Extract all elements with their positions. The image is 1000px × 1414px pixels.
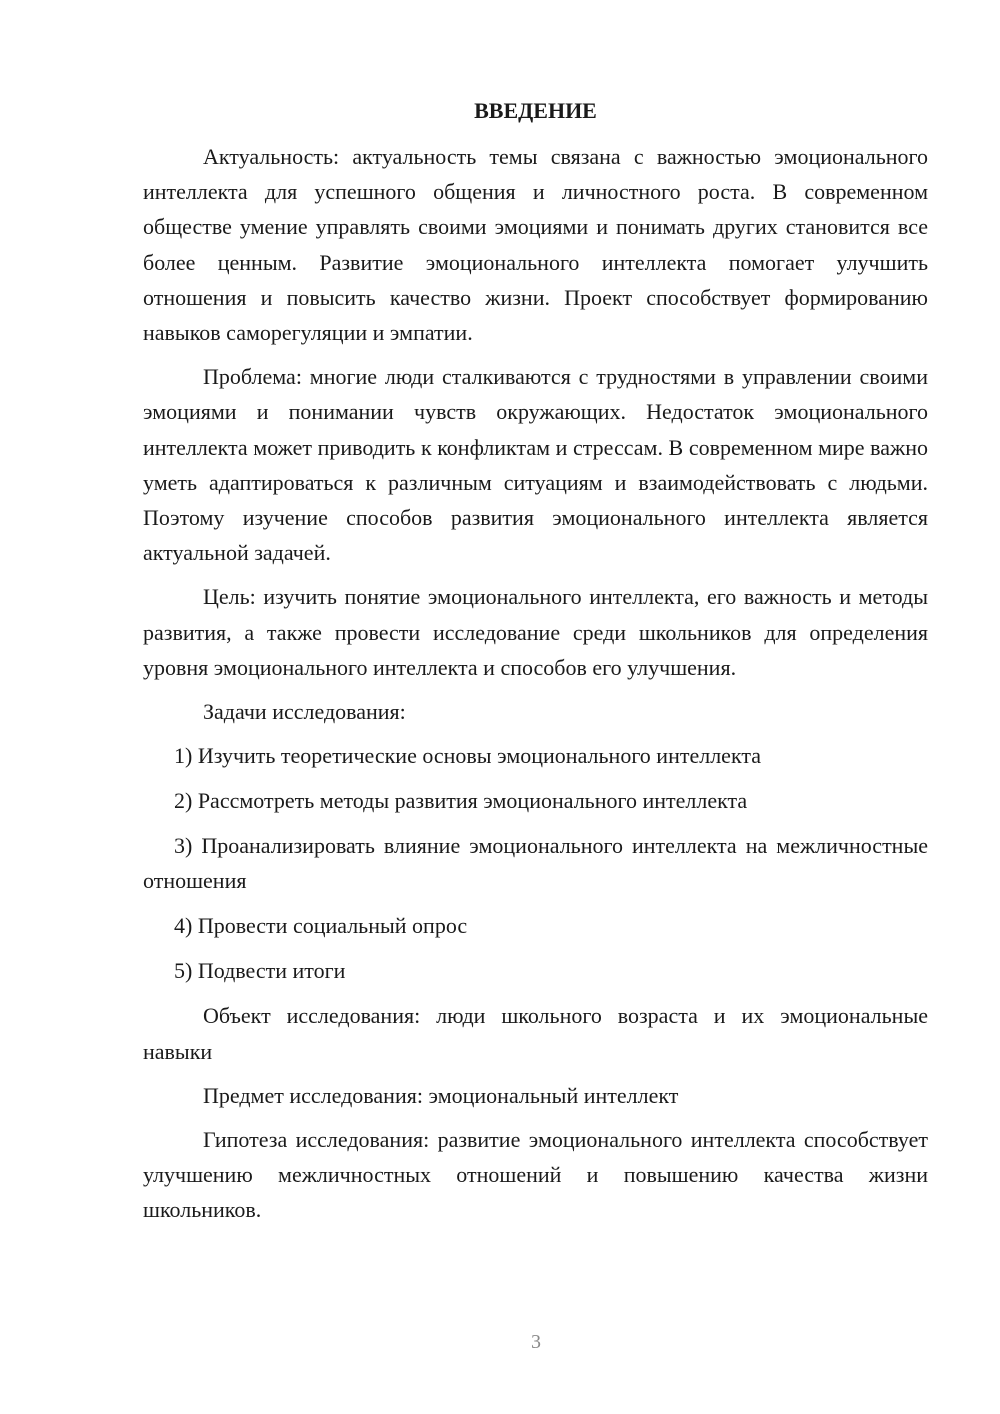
problem-paragraph: Проблема: многие люди сталкиваются с трудностями в управлении своими эмоциями и понимании чувств окружающих. Недостаток эмоционального интеллекта может приводить к конфликтам и стрессам. В современном мире важно уметь адаптироваться к различным ситуациям и взаимодействовать с людьми. Поэтому изучение способов развития эмоционального интеллекта является актуальной задачей. — [143, 364, 928, 566]
research-object-paragraph: Объект исследования: люди школьного возраста и их эмоциональные навыки — [143, 1003, 928, 1064]
page-title: ВВЕДЕНИЕ — [474, 98, 597, 123]
task-item-3: 3) Проанализировать влияние эмоционального интеллекта на межличностные отношения — [143, 833, 928, 894]
actuality-paragraph: Актуальность: актуальность темы связана с важностью эмоционального интеллекта для успешного общения и личностного роста. В современном обществе умение управлять своими эмоциями и понимать других становится все более ценным. Развитие эмоционального интеллекта помогает улучшить отношения и повысить качество жизни. Проект способствует формированию навыков саморегуляции и эмпатии. — [143, 144, 928, 346]
task-item-2: 2) Рассмотреть методы развития эмоционального интеллекта — [174, 788, 748, 814]
page-content — [143, 95, 928, 1237]
task-item-1: 1) Изучить теоретические основы эмоционального интеллекта — [174, 743, 761, 769]
page-number: 3 — [531, 1331, 541, 1353]
research-subject-paragraph: Предмет исследования: эмоциональный интеллект — [203, 1082, 679, 1108]
task-item-4: 4) Провести социальный опрос — [174, 913, 468, 939]
tasks-heading: Задачи исследования: — [203, 699, 406, 725]
goal-paragraph: Цель: изучить понятие эмоционального интеллекта, его важность и методы развития, а также провести исследование среди школьников для определения уровня эмоционального интеллекта и способов его улучшения. — [143, 584, 928, 680]
research-hypothesis-paragraph: Гипотеза исследования: развитие эмоционального интеллекта способствует улучшению межличностных отношений и повышению качества жизни школьников. — [143, 1127, 928, 1223]
task-item-5: 5) Подвести итоги — [174, 958, 346, 984]
